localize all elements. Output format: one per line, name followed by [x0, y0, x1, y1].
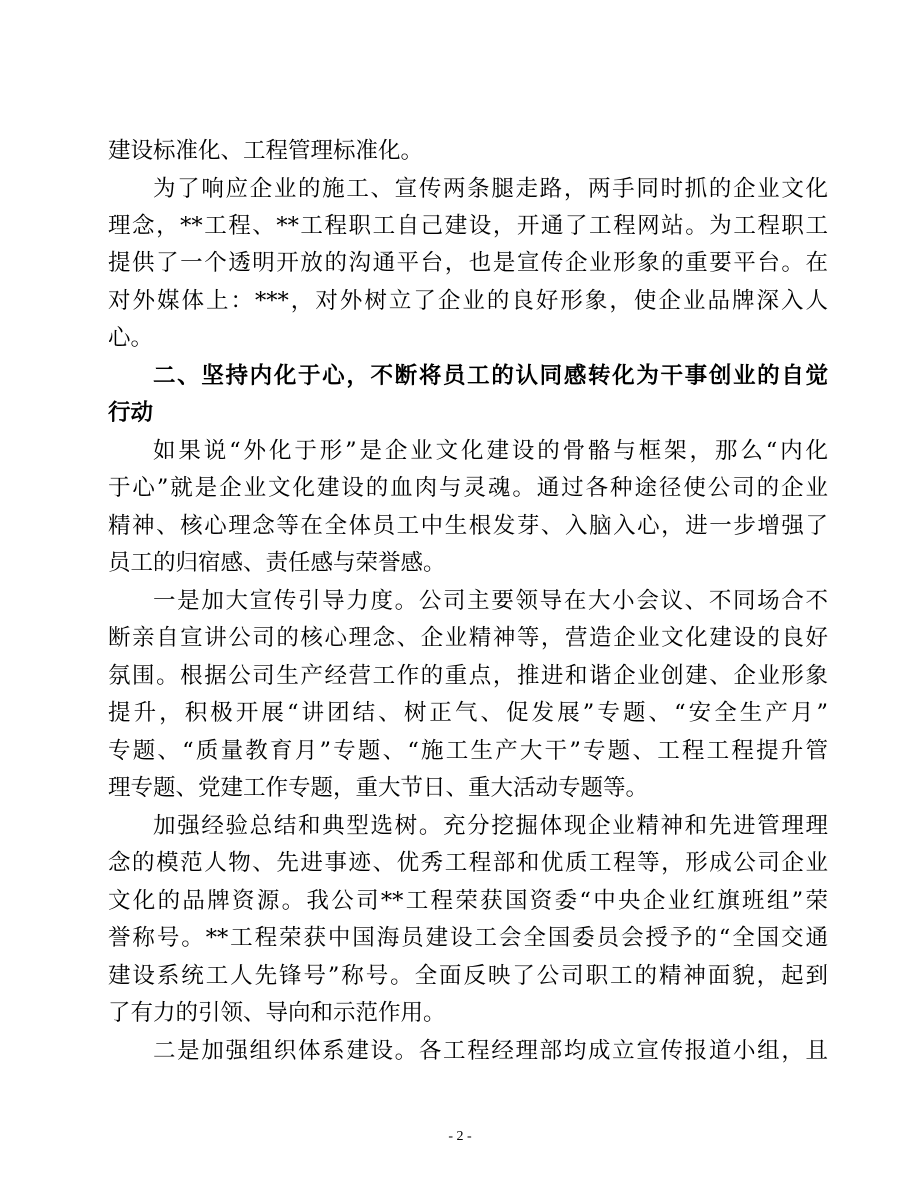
text-line: 于心”就是企业文化建设的血肉与灵魂。通过各种途径使公司的企业 — [108, 475, 828, 501]
text-line: 念的模范人物、先进事迹、优秀工程部和优质工程等，形成公司企业 — [108, 850, 828, 876]
paragraph-first-line: 一是加大宣传引导力度。公司主要领导在大小会议、不同场合不 — [153, 588, 828, 614]
paragraph-first-line: 如果说“外化于形”是企业文化建设的骨骼与框架，那么“内化 — [153, 438, 828, 464]
paragraph-first-line: 为了响应企业的施工、宣传两条腿走路，两手同时抓的企业文化 — [153, 176, 828, 202]
text-line: 精神、核心理念等在全体员工中生根发芽、入脑入心，进一步增强了 — [108, 513, 828, 539]
paragraph-first-line: 二是加强组织体系建设。各工程经理部均成立宣传报道小组，且 — [153, 1038, 828, 1064]
text-line: 建设系统工人先锋号”称号。全面反映了公司职工的精神面貌，起到 — [108, 963, 828, 989]
text-line: 建设标准化、工程管理标准化。 — [108, 138, 424, 164]
text-line: 誉称号。**工程荣获中国海员建设工会全国委员会授予的“全国交通 — [108, 925, 828, 951]
page-number: - 2 - — [448, 1129, 472, 1144]
text-line: 专题、“质量教育月”专题、“施工生产大干”专题、工程工程提升管 — [108, 738, 828, 764]
text-line: 文化的品牌资源。我公司**工程荣获国资委“中央企业红旗班组”荣 — [108, 888, 828, 914]
text-line: 对外媒体上：***，对外树立了企业的良好形象，使企业品牌深入人 — [108, 288, 828, 314]
section-heading: 二、坚持内化于心，不断将员工的认同感转化为干事创业的自觉 — [153, 363, 828, 389]
paragraph-first-line: 加强经验总结和典型选树。充分挖掘体现企业精神和先进管理理 — [153, 813, 828, 839]
text-line: 理专题、党建工作专题，重大节日、重大活动专题等。 — [108, 775, 649, 801]
text-line: 理念，**工程、**工程职工自己建设，开通了工程网站。为工程职工 — [108, 213, 828, 239]
text-line: 员工的归宿感、责任感与荣誉感。 — [108, 550, 446, 576]
text-line: 了有力的引领、导向和示范作用。 — [108, 1000, 446, 1026]
text-line: 氛围。根据公司生产经营工作的重点，推进和谐企业创建、企业形象 — [108, 663, 828, 689]
text-line: 提供了一个透明开放的沟通平台，也是宣传企业形象的重要平台。在 — [108, 250, 828, 276]
text-line: 断亲自宣讲公司的核心理念、企业精神等，营造企业文化建设的良好 — [108, 625, 828, 651]
text-line: 提升，积极开展“讲团结、树正气、促发展”专题、“安全生产月” — [108, 700, 828, 726]
text-line: 心。 — [108, 325, 154, 351]
section-heading-continuation: 行动 — [108, 400, 154, 426]
